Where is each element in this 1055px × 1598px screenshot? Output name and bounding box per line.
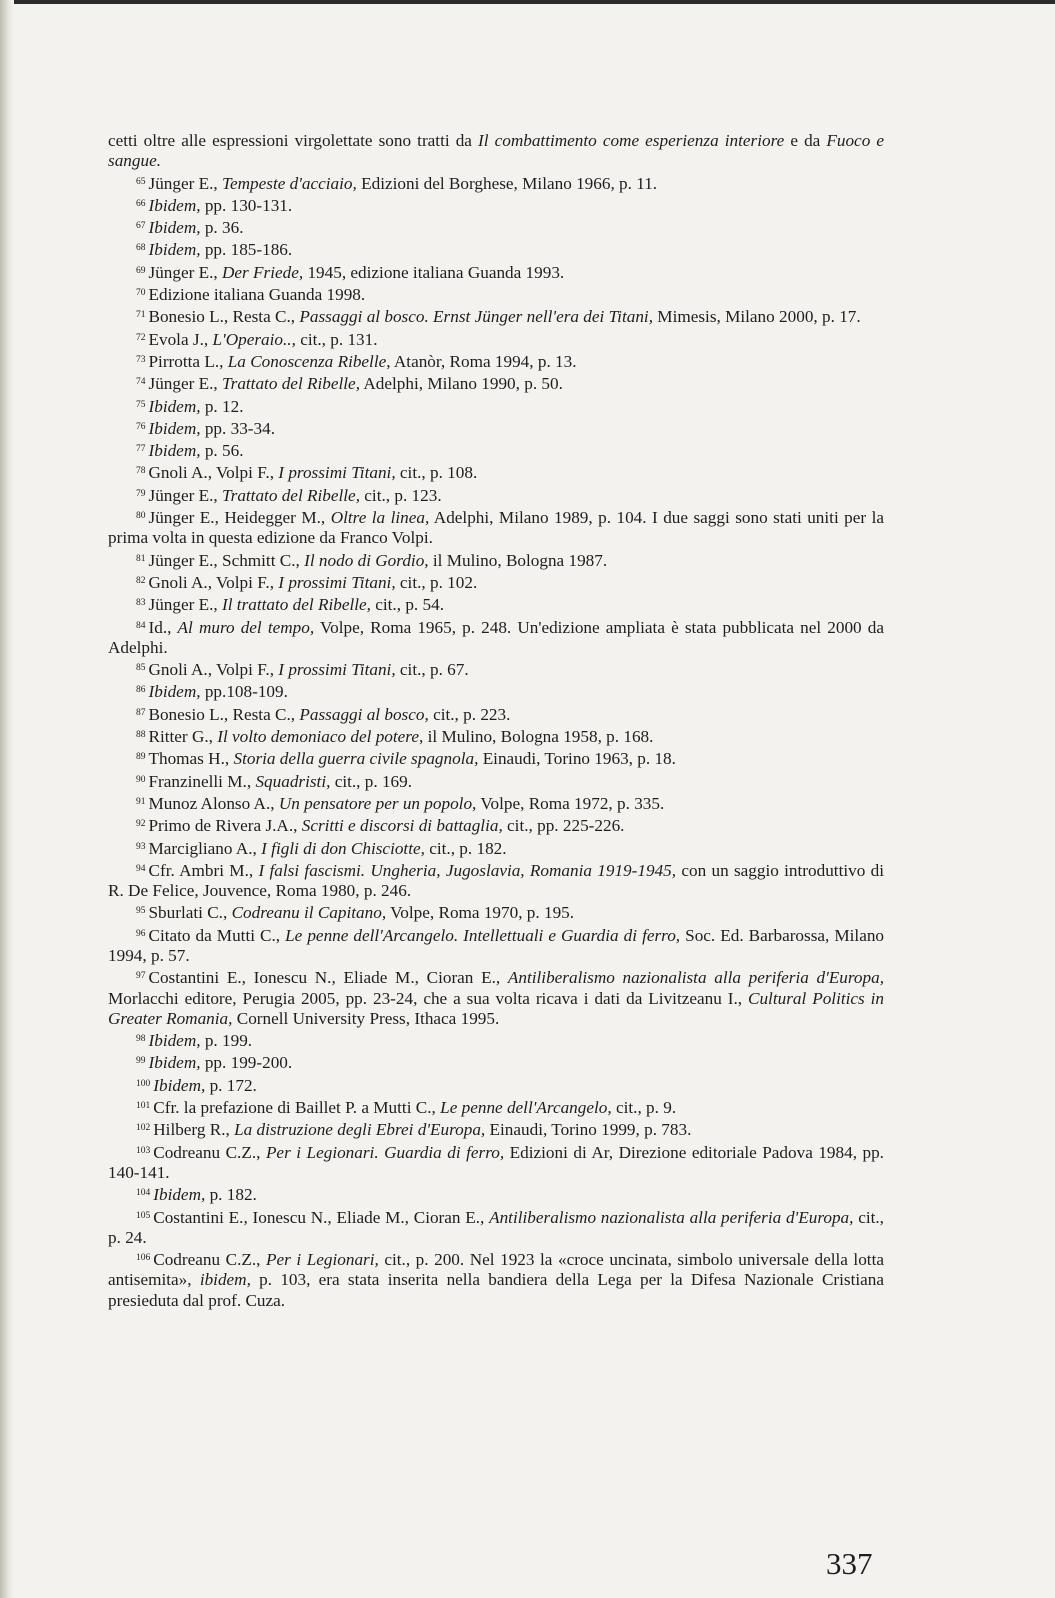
footnote — [108, 1029, 884, 1051]
footnote-text: cit., p. 123. — [360, 485, 442, 505]
footnote-number: 67 — [136, 221, 146, 232]
footnote — [108, 814, 884, 836]
footnote-title: Per i Legionari. Guardia di ferro, — [265, 1142, 505, 1162]
footnote-number: 85 — [136, 663, 146, 674]
footnote — [108, 506, 884, 549]
footnote-text: con un saggio introduttivo di R. De Felice, Jouvence, Roma 1980, p. 246. — [108, 860, 884, 901]
footnote — [108, 194, 884, 216]
footnote-text: Mimesis, Milano 2000, p. 17. — [653, 307, 861, 327]
footnote-text: il Mulino, Bologna 1958, p. 168. — [423, 727, 654, 747]
footnote-text: Morlacchi editore, Perugia 2005, pp. 23-24, che a sua volta ricava i dati da Livitzeanu I., — [108, 988, 748, 1008]
footnote-text: Thomas H., — [148, 749, 234, 769]
footnote-text: cit., p. 223. — [428, 704, 511, 724]
footnote-title: Ibidem, — [148, 441, 201, 461]
footnote-title: Il nodo di Gordio, — [304, 550, 429, 570]
footnote-text: cit., p. 9. — [611, 1098, 677, 1118]
footnote-text: p. 36. — [200, 218, 244, 238]
footnote-text: Pirrotta L., — [148, 351, 228, 371]
footnote — [108, 328, 884, 350]
footnote-text: p. 182. — [205, 1185, 257, 1205]
footnote — [108, 131, 884, 172]
footnote-title: Fuoco e sangue. — [108, 131, 884, 171]
footnote-text: Jünger E., Heidegger M., — [148, 508, 331, 528]
footnote-text: Volpe, Roma 1965, p. 248. Un'edizione ampliata è stata pubblicata nel 2000 da Adelphi. — [108, 617, 884, 657]
footnote-title: I prossimi Titani, — [278, 572, 396, 592]
footnote-title: Scritti e discorsi di battaglia, — [301, 816, 503, 836]
footnote-number: 78 — [136, 466, 146, 477]
footnote-text: cit., p. 102. — [395, 572, 478, 592]
footnote-number: 86 — [136, 685, 146, 696]
footnote — [108, 747, 884, 769]
footnote-text: Bonesio L., Resta C., — [148, 704, 300, 724]
footnote-text: Cfr. la prefazione di Baillet P. a Mutti C., — [153, 1098, 441, 1118]
footnote-text: Edizioni del Borghese, Milano 1966, p. 11. — [356, 173, 658, 193]
footnote-title: ibidem, — [199, 1270, 251, 1290]
footnote-number: 97 — [136, 971, 146, 982]
footnote-title: Il combattimento come esperienza interiore — [478, 131, 785, 150]
footnotes-block — [108, 131, 884, 1311]
footnote — [108, 658, 884, 680]
footnote — [108, 901, 884, 923]
footnote-number: 83 — [136, 598, 146, 609]
footnote — [108, 417, 884, 439]
footnote-number: 91 — [136, 796, 146, 807]
footnote-number: 76 — [136, 421, 146, 432]
footnote-text: Cfr. Ambri M., — [148, 860, 259, 880]
footnote-text: Edizioni di Ar, Direzione editoriale Padova 1984, pp. 140-141. — [108, 1142, 884, 1182]
footnote-text: pp. 185-186. — [200, 240, 293, 260]
footnote-text: Volpe, Roma 1970, p. 195. — [386, 903, 575, 923]
footnote-text: Hilberg R., — [153, 1120, 235, 1140]
footnote-title: Il trattato del Ribelle, — [222, 595, 371, 615]
footnote-title: Codreanu il Capitano, — [231, 903, 387, 923]
footnote-text: Edizione italiana Guanda 1998. — [148, 285, 366, 305]
footnote — [108, 680, 884, 702]
footnote-number: 82 — [136, 575, 146, 586]
footnote-number: 98 — [136, 1034, 146, 1045]
footnote-title: Storia della guerra civile spagnola, — [233, 749, 479, 769]
footnote-number: 80 — [136, 511, 146, 522]
footnote-text: Einaudi, Torino 1999, p. 783. — [485, 1120, 692, 1140]
footnote-text: cit., p. 67. — [395, 660, 469, 680]
footnote-number: 102 — [136, 1123, 151, 1134]
footnote-text: Gnoli A., Volpi F., — [148, 572, 279, 592]
footnote-text: Jünger E., — [148, 374, 223, 394]
footnote-title: Squadristi, — [255, 771, 331, 791]
footnote-number: 75 — [136, 399, 146, 410]
footnote-text: Soc. Ed. Barbarossa, Milano 1994, p. 57. — [108, 925, 885, 965]
footnote-number: 100 — [136, 1078, 151, 1089]
footnote — [108, 172, 884, 194]
footnote — [108, 238, 884, 260]
footnote-title: Al muro del tempo, — [177, 617, 315, 637]
footnote-title: Passaggi al bosco, — [299, 704, 429, 724]
footnote-number: 69 — [136, 265, 146, 276]
footnote-text: cit., p. 169. — [330, 771, 413, 791]
footnote-text: Costantini E., Ionescu N., Eliade M., Cioran E., — [153, 1207, 490, 1227]
footnote-title: Le penne dell'Arcangelo, — [440, 1098, 612, 1118]
footnote-text: e da — [784, 131, 827, 150]
footnote-title: Cultural Politics in Greater Romania, — [108, 988, 885, 1028]
footnote-text: Jünger E., — [148, 173, 223, 193]
footnote-text: 1945, edizione italiana Guanda 1993. — [303, 262, 565, 282]
footnote-text: il Mulino, Bologna 1987. — [428, 550, 608, 570]
footnote-number: 81 — [136, 553, 146, 564]
footnote-text: Codreanu C.Z., — [153, 1142, 266, 1162]
footnote-text: p. 103, era stata inserita nella bandiera della Lega per la Difesa Nazionale Cristiana presieduta dal prof. Cuza. — [108, 1270, 885, 1310]
footnote-title: I prossimi Titani, — [278, 660, 396, 680]
footnote-title: Ibidem, — [148, 195, 201, 215]
footnote-text: Adelphi, Milano 1990, p. 50. — [360, 374, 563, 394]
footnote — [108, 616, 884, 659]
footnote — [108, 703, 884, 725]
footnote-text: p. 56. — [200, 441, 244, 461]
footnote — [108, 924, 884, 967]
footnote-title: Trattato del Ribelle, — [222, 374, 360, 394]
footnote-text: Einaudi, Torino 1963, p. 18. — [478, 749, 676, 769]
footnote-number: 70 — [136, 288, 146, 299]
footnote-number: 104 — [136, 1188, 151, 1199]
footnote-title: Ibidem, — [153, 1185, 206, 1205]
footnote — [108, 859, 884, 902]
footnote-text: Citato da Mutti C., — [148, 925, 286, 945]
footnote — [108, 792, 884, 814]
footnote-title: Antiliberalismo nazionalista alla periferia d'Europa, — [507, 968, 884, 988]
footnote — [108, 1074, 884, 1096]
footnote-number: 74 — [136, 377, 146, 388]
footnote-number: 73 — [136, 354, 146, 365]
footnote-text: cit., pp. 225-226. — [502, 816, 625, 836]
footnote-title: Ibidem, — [148, 396, 201, 416]
footnote-title: Le penne dell'Arcangelo. Intellettuali e Guardia di ferro, — [285, 925, 681, 945]
footnote-number: 71 — [136, 310, 146, 321]
footnote-text: p. 172. — [205, 1075, 257, 1095]
footnote-number: 77 — [136, 444, 146, 455]
footnote-text: Adelphi, Milano 1989, p. 104. I due saggi sono stati uniti per la prima volta in questa edizione da Franco Volpi. — [108, 508, 884, 548]
footnote-title: Tempeste d'acciaio, — [222, 173, 357, 193]
footnote-number: 96 — [136, 928, 146, 939]
footnote-text: p. 12. — [200, 396, 244, 416]
footnote-text: Sburlati C., — [148, 903, 232, 923]
footnote-title: Ibidem, — [153, 1075, 206, 1095]
footnote — [108, 1051, 884, 1073]
footnote — [108, 725, 884, 747]
footnote — [108, 1118, 884, 1140]
footnote-text: Jünger E., Schmitt C., — [148, 550, 305, 570]
footnote — [108, 484, 884, 506]
footnote-number: 79 — [136, 488, 146, 499]
footnote-text: Jünger E., — [148, 595, 223, 615]
footnote-text: cit., p. 24. — [108, 1207, 884, 1247]
footnote-text: Evola J., — [148, 329, 213, 349]
footnote — [108, 216, 884, 238]
footnote-number: 99 — [136, 1056, 146, 1067]
footnote-title: Ibidem, — [148, 240, 201, 260]
footnote-text: Bonesio L., Resta C., — [148, 307, 300, 327]
footnote-title: La distruzione degli Ebrei d'Europa, — [234, 1120, 486, 1140]
footnote-text: Ritter G., — [148, 727, 218, 747]
footnote-text: Gnoli A., Volpi F., — [148, 660, 279, 680]
footnote — [108, 1206, 884, 1249]
scan-top-edge — [0, 0, 1055, 4]
footnote-number: 88 — [136, 730, 146, 741]
footnote-title: Oltre la linea, — [330, 508, 430, 528]
footnote-text: cit., p. 108. — [395, 463, 478, 483]
footnote-title: Der Friede, — [222, 262, 304, 282]
scan-left-edge — [0, 0, 14, 1598]
footnote-title: Il volto demoniaco del potere, — [217, 727, 424, 747]
footnote-title: Ibidem, — [148, 1053, 201, 1073]
footnote-number: 92 — [136, 819, 146, 830]
footnote-number: 93 — [136, 841, 146, 852]
footnote-text: cetti oltre alle espressioni virgolettate sono tratti da — [108, 131, 479, 150]
footnote — [108, 283, 884, 305]
footnote — [108, 1141, 884, 1184]
footnote-title: I falsi fascismi. Ungheria, Jugoslavia, Romania 1919-1945, — [258, 860, 677, 880]
footnote-text: p. 199. — [200, 1031, 253, 1051]
footnote-number: 106 — [136, 1253, 151, 1264]
footnote — [108, 770, 884, 792]
footnote — [108, 350, 884, 372]
footnote-text: pp.108-109. — [200, 682, 288, 702]
footnote-title: I figli di don Chisciotte, — [261, 838, 425, 858]
footnote-text: Franzinelli M., — [148, 771, 256, 791]
footnote-title: Un pensatore per un popolo, — [278, 793, 477, 813]
footnote-text: cit., p. 182. — [424, 838, 507, 858]
footnote-text: cit., p. 131. — [295, 329, 378, 349]
footnote-text: Jünger E., — [148, 485, 223, 505]
footnote-title: Ibidem, — [148, 1031, 201, 1051]
footnote-text: Costantini E., Ionescu N., Eliade M., Cioran E., — [148, 968, 508, 988]
footnote-number: 65 — [136, 176, 146, 187]
page-number: 337 — [826, 1546, 873, 1581]
footnote-text: Marcigliano A., — [148, 838, 262, 858]
footnote-number: 89 — [136, 752, 146, 763]
footnote — [108, 439, 884, 461]
footnote-text: pp. 130-131. — [200, 195, 293, 215]
footnote-title: Trattato del Ribelle, — [222, 485, 360, 505]
footnote-text: Primo de Rivera J.A., — [148, 816, 302, 836]
footnote-title: Per i Legionari, — [266, 1250, 379, 1270]
footnote-text: cit., p. 200. Nel 1923 la «croce uncinata, simbolo universale della lotta antisemita», — [108, 1250, 884, 1290]
footnote-text: Jünger E., — [148, 262, 223, 282]
footnote-text: pp. 33-34. — [200, 418, 276, 438]
footnote-number: 101 — [136, 1101, 151, 1112]
footnote-title: Antiliberalismo nazionalista alla periferia d'Europa, — [489, 1207, 854, 1227]
footnote-text: Gnoli A., Volpi F., — [148, 463, 279, 483]
footnote — [108, 966, 884, 1029]
footnote-title: I prossimi Titani, — [278, 463, 396, 483]
footnote-text: Volpe, Roma 1972, p. 335. — [476, 793, 665, 813]
footnote-text: Atanòr, Roma 1994, p. 13. — [390, 351, 577, 371]
footnote-title: L'Operaio.., — [212, 329, 296, 349]
footnote — [108, 305, 884, 327]
footnote — [108, 395, 884, 417]
footnote-title: Ibidem, — [148, 218, 201, 238]
footnote — [108, 549, 884, 571]
footnote — [108, 593, 884, 615]
footnote-title: Ibidem, — [148, 418, 201, 438]
footnote-number: 72 — [136, 332, 146, 343]
footnote-number: 66 — [136, 198, 146, 209]
footnote — [108, 1183, 884, 1205]
footnote — [108, 461, 884, 483]
footnote-number: 90 — [136, 774, 146, 785]
footnote-title: Ibidem, — [148, 682, 201, 702]
footnote — [108, 372, 884, 394]
footnote — [108, 261, 884, 283]
footnote-number: 84 — [136, 620, 146, 631]
footnote-title: La Conoscenza Ribelle, — [227, 351, 391, 371]
footnote — [108, 1096, 884, 1118]
footnote-title: Passaggi al bosco. Ernst Jünger nell'era dei Titani, — [299, 307, 653, 327]
footnote-text: Cornell University Press, Ithaca 1995. — [232, 1008, 500, 1028]
footnote-text: Id., — [148, 617, 178, 637]
footnote-text: Codreanu C.Z., — [153, 1250, 267, 1270]
footnote-text: Munoz Alonso A., — [148, 793, 279, 813]
footnote-number: 95 — [136, 906, 146, 917]
footnote-text: pp. 199-200. — [200, 1053, 293, 1073]
footnote-number: 94 — [136, 863, 146, 874]
footnote-text: cit., p. 54. — [370, 595, 444, 615]
footnote — [108, 837, 884, 859]
footnote-number: 103 — [136, 1145, 151, 1156]
footnote — [108, 571, 884, 593]
footnote — [108, 1248, 884, 1311]
footnote-number: 87 — [136, 707, 146, 718]
footnote-number: 68 — [136, 243, 146, 254]
footnote-number: 105 — [136, 1210, 151, 1221]
